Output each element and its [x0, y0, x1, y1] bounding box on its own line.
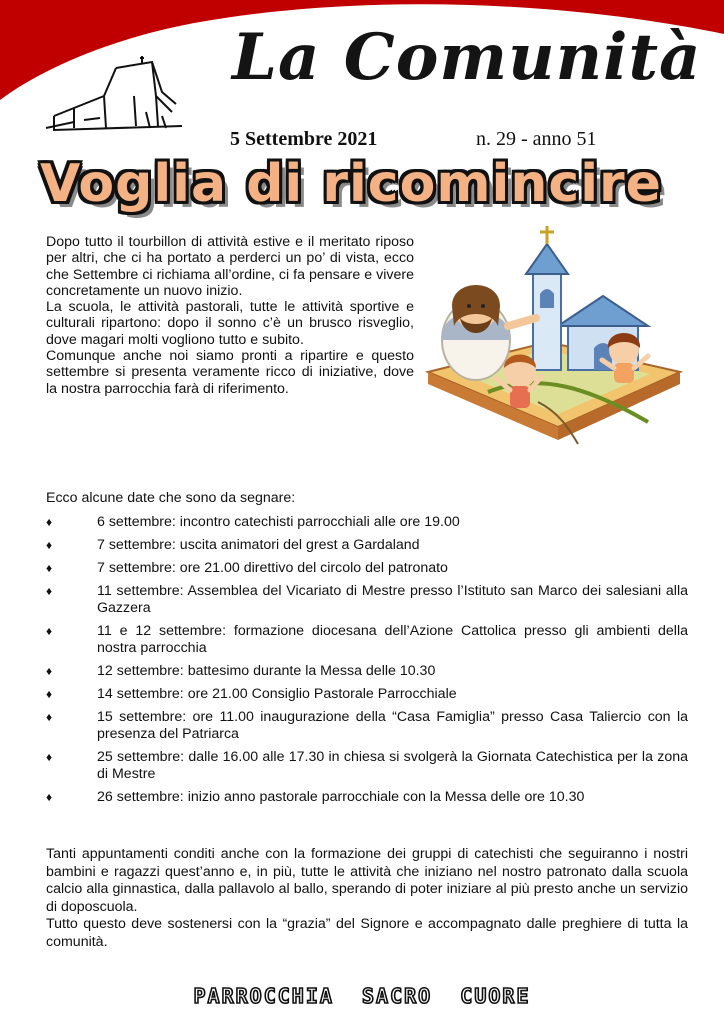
list-item [46, 663, 688, 680]
issue-date: 5 Settembre 2021 [230, 128, 378, 150]
event-text: 7 settembre: uscita animatori del grest a Gardaland [97, 537, 420, 553]
event-text: 6 settembre: incontro catechisti parrocchiali alle ore 19.00 [97, 514, 460, 530]
newsletter-title: La Comunità [232, 20, 702, 95]
list-item [46, 789, 688, 806]
parish-footer: PARROCCHIA SACRO CUORE [193, 984, 531, 1008]
list-item [46, 749, 688, 783]
closing-text [46, 846, 688, 951]
event-list [46, 514, 688, 812]
intro-paragraph: Dopo tutto il tourbillon di attività estive e il meritato riposo per altri, che ci ha portato a perderci un po’ di vista, ecco che Settembre ci richiama all’ordine, ci fa pensare e vivere concretamente un nuovo inizio. [46, 234, 414, 299]
list-item [46, 583, 688, 617]
diamond-bullet-icon: ♦ [46, 515, 53, 529]
diamond-bullet-icon: ♦ [46, 538, 53, 552]
event-text: 7 settembre: ore 21.00 direttivo del circolo del patronato [97, 560, 448, 576]
dates-intro: Ecco alcune date che sono da segnare: [46, 490, 296, 506]
intro-text [46, 234, 414, 397]
event-text: 14 settembre: ore 21.00 Consiglio Pastorale Parrocchiale [97, 686, 457, 702]
list-item [46, 514, 688, 531]
intro-paragraph: Comunque anche noi siamo pronti a ripartire e questo settembre si presenta veramente ricco di iniziative, dove la nostra parrocchia farà di riferimento. [46, 348, 414, 397]
list-item [46, 709, 688, 743]
list-item [46, 560, 688, 577]
diamond-bullet-icon: ♦ [46, 750, 53, 764]
event-text: 11 e 12 settembre: formazione diocesana dell’Azione Cattolica presso gli ambienti della nostra parrocchia [97, 623, 688, 656]
issue-number: n. 29 - anno 51 [476, 128, 597, 150]
intro-paragraph: La scuola, le attività pastorali, tutte le attività sportive e culturali ripartono: dopo il sonno c’è un brusco risveglio, dove magari molti vogliono tutto e subito. [46, 299, 414, 348]
diamond-bullet-icon: ♦ [46, 624, 53, 638]
diamond-bullet-icon: ♦ [46, 687, 53, 701]
diamond-bullet-icon: ♦ [46, 584, 53, 598]
closing-paragraph: Tutto questo deve sostenersi con la “grazia” del Signore e accompagnato dalle preghiere di tutta la comunità. [46, 916, 688, 950]
closing-paragraph: Tanti appuntamenti conditi anche con la formazione dei gruppi di catechisti che seguiranno i nostri bambini e ragazzi quest’anno e, in più, tutte le attività che iniziano nel nostro patronato dalla scuola calcio alla ginnastica, dalla pallavolo al ballo, sperando di poter iniziare al più presto anche un servizio di doposcuola. [46, 846, 688, 915]
list-item [46, 623, 688, 657]
event-text: 11 settembre: Assemblea del Vicariato di Mestre presso l’Istituto san Marco dei salesiani alla Gazzera [97, 583, 688, 616]
list-item [46, 686, 688, 703]
diamond-bullet-icon: ♦ [46, 710, 53, 724]
jesus-children-church-book-illustration [418, 222, 688, 454]
diamond-bullet-icon: ♦ [46, 664, 53, 678]
diamond-bullet-icon: ♦ [46, 561, 53, 575]
list-item [46, 537, 688, 554]
event-text: 25 settembre: dalle 16.00 alle 17.30 in chiesa si svolgerà la Giornata Catechistica per la zona di Mestre [97, 749, 688, 782]
church-outline-icon [44, 56, 184, 146]
diamond-bullet-icon: ♦ [46, 790, 53, 804]
event-text: 26 settembre: inizio anno pastorale parrocchiale con la Messa delle ore 10.30 [97, 789, 585, 805]
event-text: 15 settembre: ore 11.00 inaugurazione della “Casa Famiglia” presso Casa Taliercio con la presenza del Patriarca [97, 709, 688, 742]
article-headline: Voglia di ricomincire [40, 154, 662, 214]
event-text: 12 settembre: battesimo durante la Messa delle 10.30 [97, 663, 436, 679]
